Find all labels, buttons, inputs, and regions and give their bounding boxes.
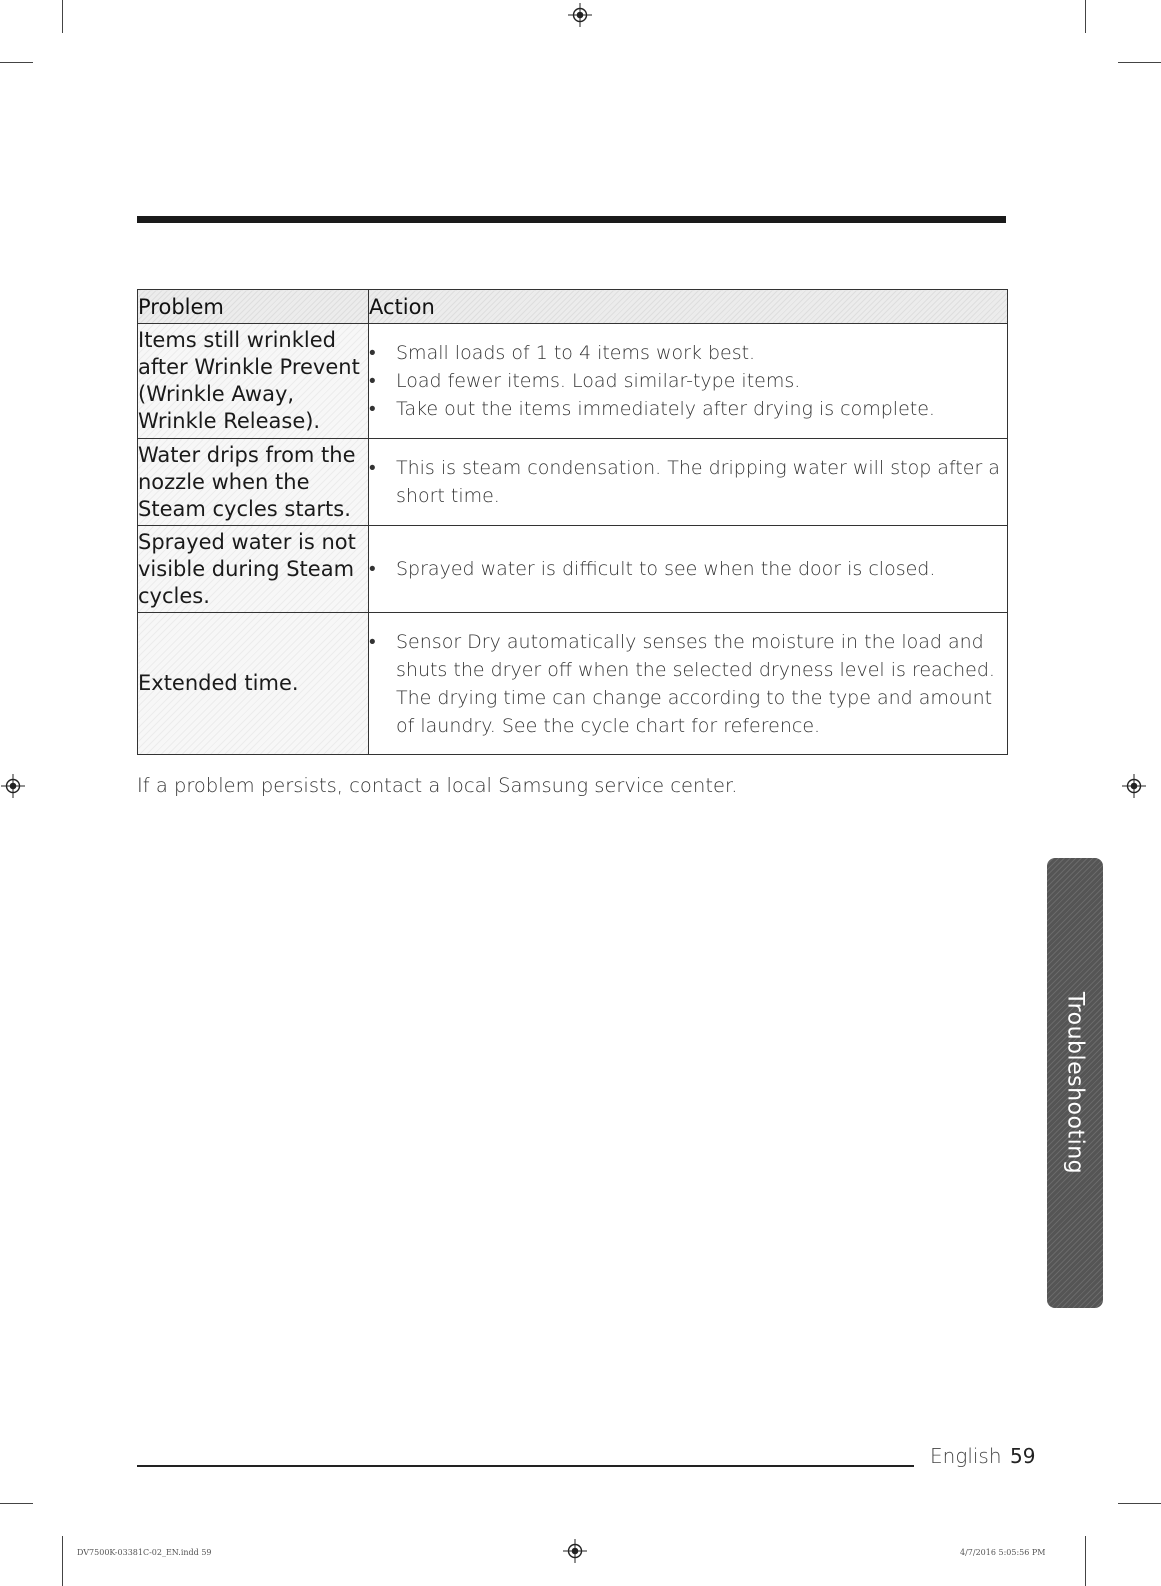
action-list bbox=[369, 454, 1007, 510]
table-row bbox=[138, 439, 1008, 526]
problem-cell: Items still wrinkled after Wrinkle Prevent (Wrinkle Away, Wrinkle Release). bbox=[138, 324, 369, 439]
header-action: Action bbox=[369, 290, 1008, 324]
crop-mark bbox=[62, 1536, 63, 1586]
table-row bbox=[138, 613, 1008, 755]
footnote: If a problem persists, contact a local Samsung service center. bbox=[137, 774, 738, 797]
action-cell bbox=[369, 613, 1008, 755]
action-cell bbox=[369, 439, 1008, 526]
action-item: • Small loads of 1 to 4 items work best. bbox=[369, 339, 1007, 367]
crop-mark bbox=[0, 62, 33, 63]
print-slug-file: DV7500K-03381C-02_EN.indd 59 bbox=[77, 1548, 212, 1557]
registration-mark-icon bbox=[0, 773, 26, 799]
crop-mark bbox=[0, 1503, 33, 1504]
action-list bbox=[369, 339, 1007, 423]
registration-mark-icon bbox=[567, 2, 593, 28]
problem-cell: Extended time. bbox=[138, 613, 369, 755]
problem-cell: Water drips from the nozzle when the Steam cycles starts. bbox=[138, 439, 369, 526]
section-side-tab-label: Troubleshooting bbox=[1062, 991, 1088, 1175]
page-number: 59 bbox=[1010, 1444, 1036, 1468]
action-item: • Sensor Dry automatically senses the moisture in the load and shuts the dryer off when the selected dryness level is reached. bbox=[369, 628, 1007, 684]
registration-mark-icon bbox=[1121, 773, 1147, 799]
footer-rule bbox=[137, 1465, 914, 1467]
action-item: • Sprayed water is difficult to see when the door is closed. bbox=[369, 555, 1007, 583]
action-list bbox=[369, 555, 1007, 583]
troubleshooting-table bbox=[137, 289, 1008, 755]
crop-mark bbox=[1085, 1536, 1086, 1586]
section-side-tab bbox=[1047, 858, 1103, 1308]
action-cell bbox=[369, 324, 1008, 439]
problem-cell: Sprayed water is not visible during Steam cycles. bbox=[138, 526, 369, 613]
crop-mark bbox=[1085, 0, 1086, 33]
action-item: • This is steam condensation. The dripping water will stop after a short time. bbox=[369, 454, 1007, 510]
action-cell bbox=[369, 526, 1008, 613]
registration-mark-icon bbox=[562, 1538, 588, 1564]
action-item: • Take out the items immediately after drying is complete. bbox=[369, 395, 1007, 423]
action-list bbox=[369, 628, 1007, 684]
table-row bbox=[138, 324, 1008, 439]
action-item: • Load fewer items. Load similar-type items. bbox=[369, 367, 1007, 395]
action-continuation: The drying time can change according to the type and amount of laundry. See the cycle chart for reference. bbox=[396, 686, 993, 737]
crop-mark bbox=[62, 0, 63, 33]
table-header-row bbox=[138, 290, 1008, 324]
header-problem: Problem bbox=[138, 290, 369, 324]
section-rule bbox=[137, 216, 1006, 223]
print-slug-date: 4/7/2016 5:05:56 PM bbox=[960, 1548, 1046, 1557]
footer-language: English bbox=[930, 1444, 1002, 1468]
crop-mark bbox=[1118, 1503, 1161, 1504]
crop-mark bbox=[1118, 62, 1161, 63]
table-row bbox=[138, 526, 1008, 613]
